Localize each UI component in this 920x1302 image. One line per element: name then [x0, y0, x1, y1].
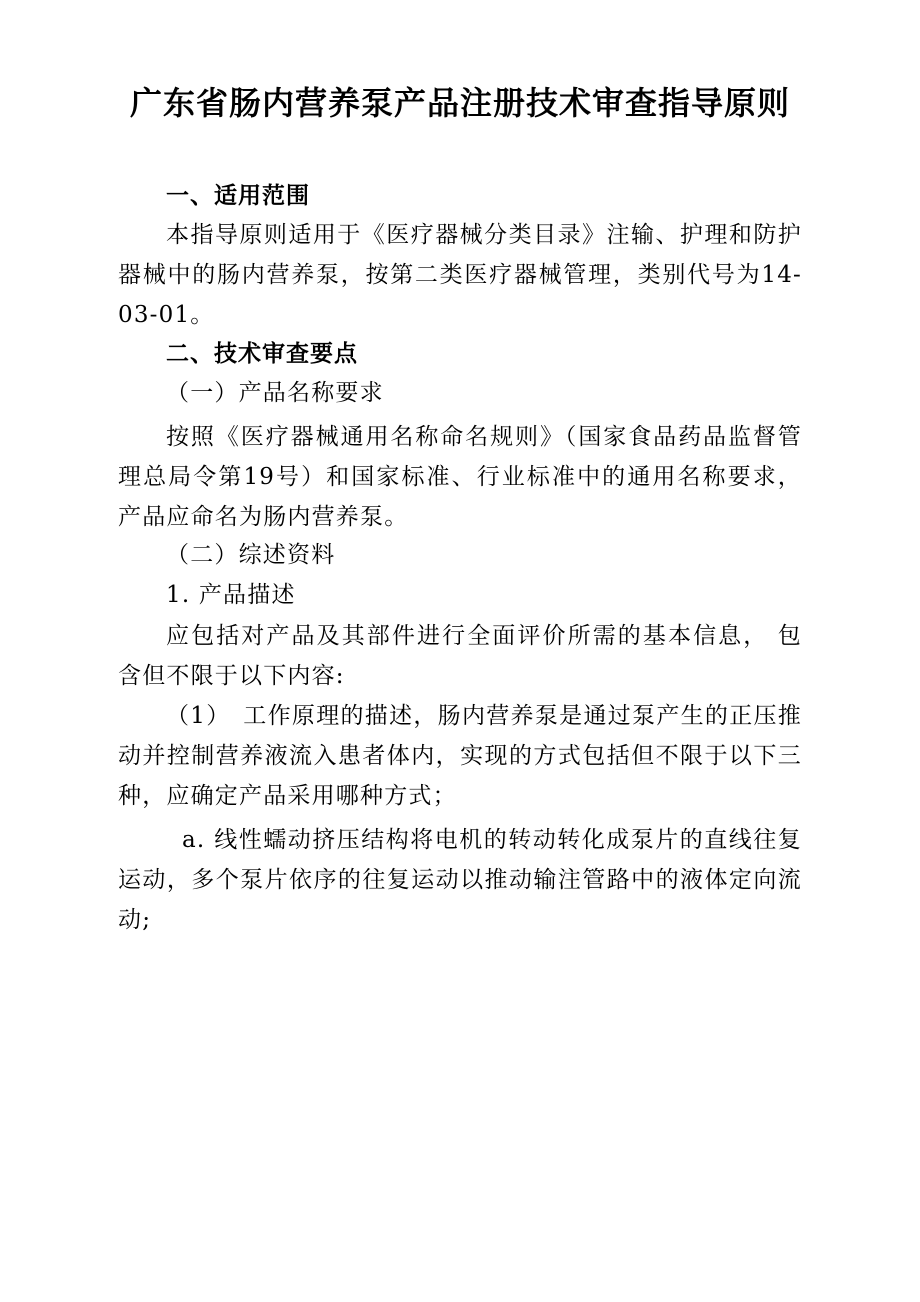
section-heading-scope: 一、适用范围 — [166, 183, 310, 209]
paragraph-product-description: 应包括对产品及其部件进行全面评价所需的基本信息， 包含但不限于以下内容: — [118, 623, 802, 689]
paragraph-product-name: 按照《医疗器械通用名称命名规则》（国家食品药品监督管理总局令第19号）和国家标准、行业标准中的通用名称要求，产品应命名为肠内营养泵。 — [118, 424, 802, 530]
item-heading-product-description: 1. 产品描述 — [166, 582, 296, 608]
document-title: 广东省肠内营养泵产品注册技术审查指导原则 — [129, 84, 790, 122]
paragraph-scope: 本指导原则适用于《医疗器械分类目录》注输、护理和防护器械中的肠内营养泵，按第二类医疗器械管理，类别代号为14-03-01。 — [118, 222, 802, 328]
paragraph-linear-peristaltic: a. 线性蠕动挤压结构将电机的转动转化成泵片的直线往复运动，多个泵片依序的往复运动以推动输注管路中的液体定向流动; — [118, 827, 802, 933]
section-heading-review-points: 二、技术审查要点 — [166, 341, 358, 367]
subsection-heading-product-name: （一）产品名称要求 — [166, 380, 384, 406]
subsection-heading-overview: （二）综述资料 — [166, 542, 336, 568]
paragraph-working-principle: （1） 工作原理的描述，肠内营养泵是通过泵产生的正压推动并控制营养液流入患者体内，实现的方式包括但不限于以下三种，应确定产品采用哪种方式； — [118, 703, 802, 809]
